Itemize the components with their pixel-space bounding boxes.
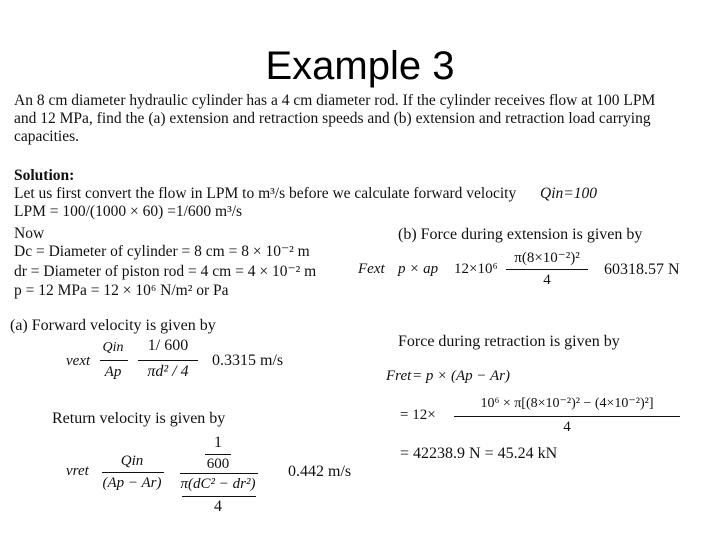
vext-numerator-2: 1/ 600 <box>147 337 189 354</box>
fext-coefficient: 12×10⁶ <box>454 261 498 277</box>
cylinder-diameter-line: Dc = Diameter of cylinder = 8 cm = 8 × 10⁻² m <box>14 243 310 260</box>
fext-denominator: 4 <box>543 272 551 288</box>
fret-fraction-bar <box>454 416 680 417</box>
problem-line-1: An 8 cm diameter hydraulic cylinder has a 4 cm diameter rod. If the cylinder receives flow at 100 LPM <box>14 92 656 109</box>
vret-inner-denominator-bottom: 4 <box>214 498 222 515</box>
fext-numerator: π(8×10⁻²)² <box>514 250 580 266</box>
vext-fraction-bar-1 <box>100 360 128 361</box>
vext-numerator-1: Qin <box>102 340 124 355</box>
convert-line-1: Let us first convert the flow in LPM to m³/s before we calculate forward velocity <box>14 185 517 202</box>
vret-main-fraction-bar <box>180 473 258 474</box>
forward-velocity-heading: (a) Forward velocity is given by <box>10 317 216 334</box>
fret-denominator: 4 <box>563 419 571 435</box>
problem-line-3: capacities. <box>14 128 79 145</box>
vext-denominator-1: Ap <box>104 364 122 380</box>
vret-numerator-1: Qin <box>120 453 144 469</box>
fret-result: = 42238.9 N = 45.24 kN <box>400 445 558 462</box>
rod-diameter-line: dr = Diameter of piston rod = 4 cm = 4 × 10⁻² m <box>14 263 317 280</box>
fext-fraction-bar <box>506 269 588 270</box>
page-title: Example 3 <box>265 44 455 88</box>
vext-denominator-2: πd² / 4 <box>147 363 189 380</box>
return-velocity-heading: Return velocity is given by <box>52 410 226 427</box>
vext-fraction-bar-2 <box>138 360 198 361</box>
pressure-line: p = 12 MPa = 12 × 10⁶ N/m² or Pa <box>14 282 229 299</box>
fret-numerator: 10⁶ × π[(8×10⁻²)² − (4×10⁻²)²] <box>480 396 654 411</box>
solution-heading: Solution: <box>14 167 75 184</box>
convert-line-2: LPM = 100/(1000 × 60) =1/600 m³/s <box>14 203 243 220</box>
vret-label: vret <box>66 463 89 479</box>
vret-inner-numerator-bottom: 600 <box>206 456 230 472</box>
vext-label: vext <box>66 353 91 369</box>
vret-inner-bar-top <box>205 454 231 455</box>
fret-expression: = p × (Ap − Ar) <box>412 368 510 384</box>
vext-result: 0.3315 m/s <box>212 352 284 369</box>
fext-result: 60318.57 N <box>604 261 680 278</box>
problem-line-2: and 12 MPa, find the (a) extension and retraction speeds and (b) extension and retraction load carrying <box>14 110 651 127</box>
q-in-expression: Qin=100 <box>540 185 597 202</box>
vret-inner-denominator-top: π(dC² − dr²) <box>180 476 256 492</box>
fext-label: Fext <box>358 261 385 277</box>
fret-coefficient: = 12× <box>400 407 436 423</box>
fext-expression: p × ap <box>398 261 439 277</box>
extension-force-heading: (b) Force during extension is given by <box>398 226 643 243</box>
retraction-force-heading: Force during retraction is given by <box>398 333 620 350</box>
vret-result: 0.442 m/s <box>288 463 352 480</box>
vret-inner-bar-bottom <box>182 496 256 497</box>
now-label: Now <box>14 225 45 242</box>
vret-inner-numerator-top: 1 <box>214 434 222 451</box>
vret-denominator-1: (Ap − Ar) <box>102 475 162 491</box>
vret-fraction-bar-1 <box>102 472 164 473</box>
fret-label: Fret <box>386 368 412 384</box>
